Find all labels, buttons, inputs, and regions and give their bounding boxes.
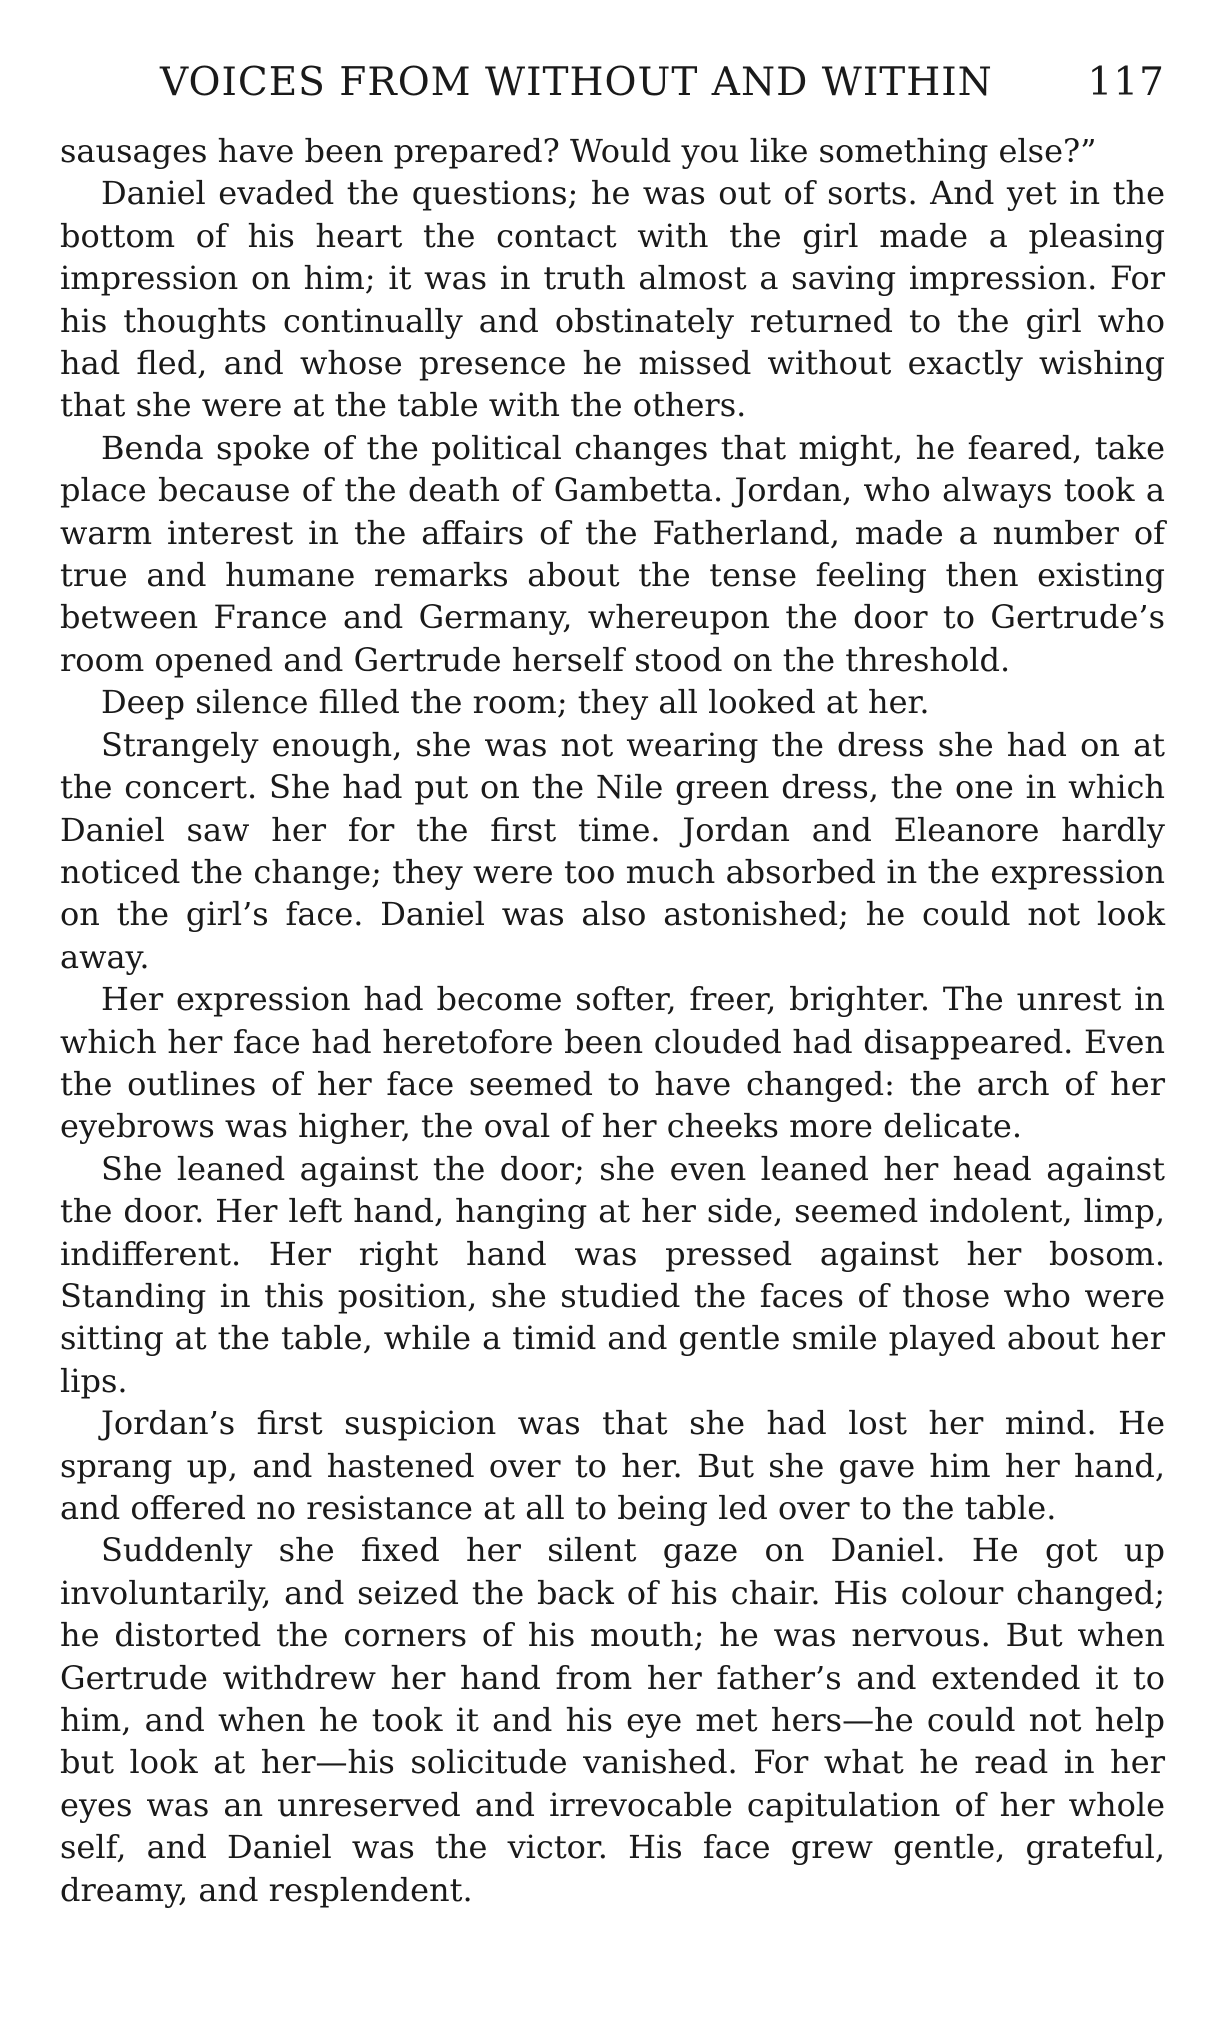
paragraph: Benda spoke of the political changes that might, he feared, take place because of the death of Gambetta. Jordan, who always took a warm interest in the affairs of the Fatherland, made a number of true and humane remarks about the tense feeling then existing between France and Germany, whereupon the door to Gertrude’s room opened and Gertrude herself stood on the threshold.	[60, 428, 1165, 679]
paragraph: Deep silence filled the room; they all looked at her.	[101, 683, 930, 722]
paragraph: Strangely enough, she was not wearing the dress she had on at the concert. She had put on the Nile green dress, the one in which Daniel saw her for the first time. Jordan and Eleanore hardly noticed the change; they were too much absorbed in the expression on the girl’s face. Daniel was also astonished; he could not look away.	[60, 725, 1165, 976]
paragraph: Suddenly she fixed her silent gaze on Daniel. He got up involuntarily, and seized the back of his chair. His colour changed; he distorted the corners of his mouth; he was nervous. But when Gertrude withdrew her hand from her father’s and extended it to him, and when he took it and his eye met hers—he could not help but look at her—his solicitude vanished. For what he read in her eyes was an unreserved and irrevocable capitulation of her whole self, and Daniel was the victor. His face grew gentle, grateful, dreamy, and resplendent.	[60, 1531, 1165, 1909]
page-number: 117	[1087, 60, 1165, 105]
paragraph: She leaned against the door; she even leaned her head against the door. Her left hand, hanging at her side, seemed indolent, limp, indifferent. Her right hand was pressed against her bosom. Standing in this position, she studied the faces of those who were sitting at the table, while a timid and gentle smile played about her lips.	[60, 1149, 1165, 1400]
body-text	[60, 130, 1165, 1911]
paragraph-continued: sausages have been prepared? Would you like something else?”	[60, 132, 1097, 170]
paragraph: Daniel evaded the questions; he was out of sorts. And yet in the bottom of his heart the contact with the girl made a pleasing impression on him; it was in truth almost a saving impression. For his thoughts continually and obstinately returned to the girl who had fled, and whose presence he missed without exactly wishing that she were at the table with the others.	[60, 174, 1165, 425]
running-title: VOICES FROM WITHOUT AND WITHIN	[160, 60, 993, 105]
paragraph: Her expression had become softer, freer, brighter. The unrest in which her face had heretofore been clouded had disappeared. Even the outlines of her face seemed to have changed: the arch of her eyebrows was higher, the oval of her cheeks more delicate.	[60, 980, 1165, 1146]
paragraph: Jordan’s first suspicion was that she had lost her mind. He sprang up, and hastened over to her. But she gave him her hand, and offered no resistance at all to being led over to the table.	[60, 1404, 1165, 1527]
running-head	[60, 60, 1165, 118]
page-content	[60, 60, 1165, 1911]
